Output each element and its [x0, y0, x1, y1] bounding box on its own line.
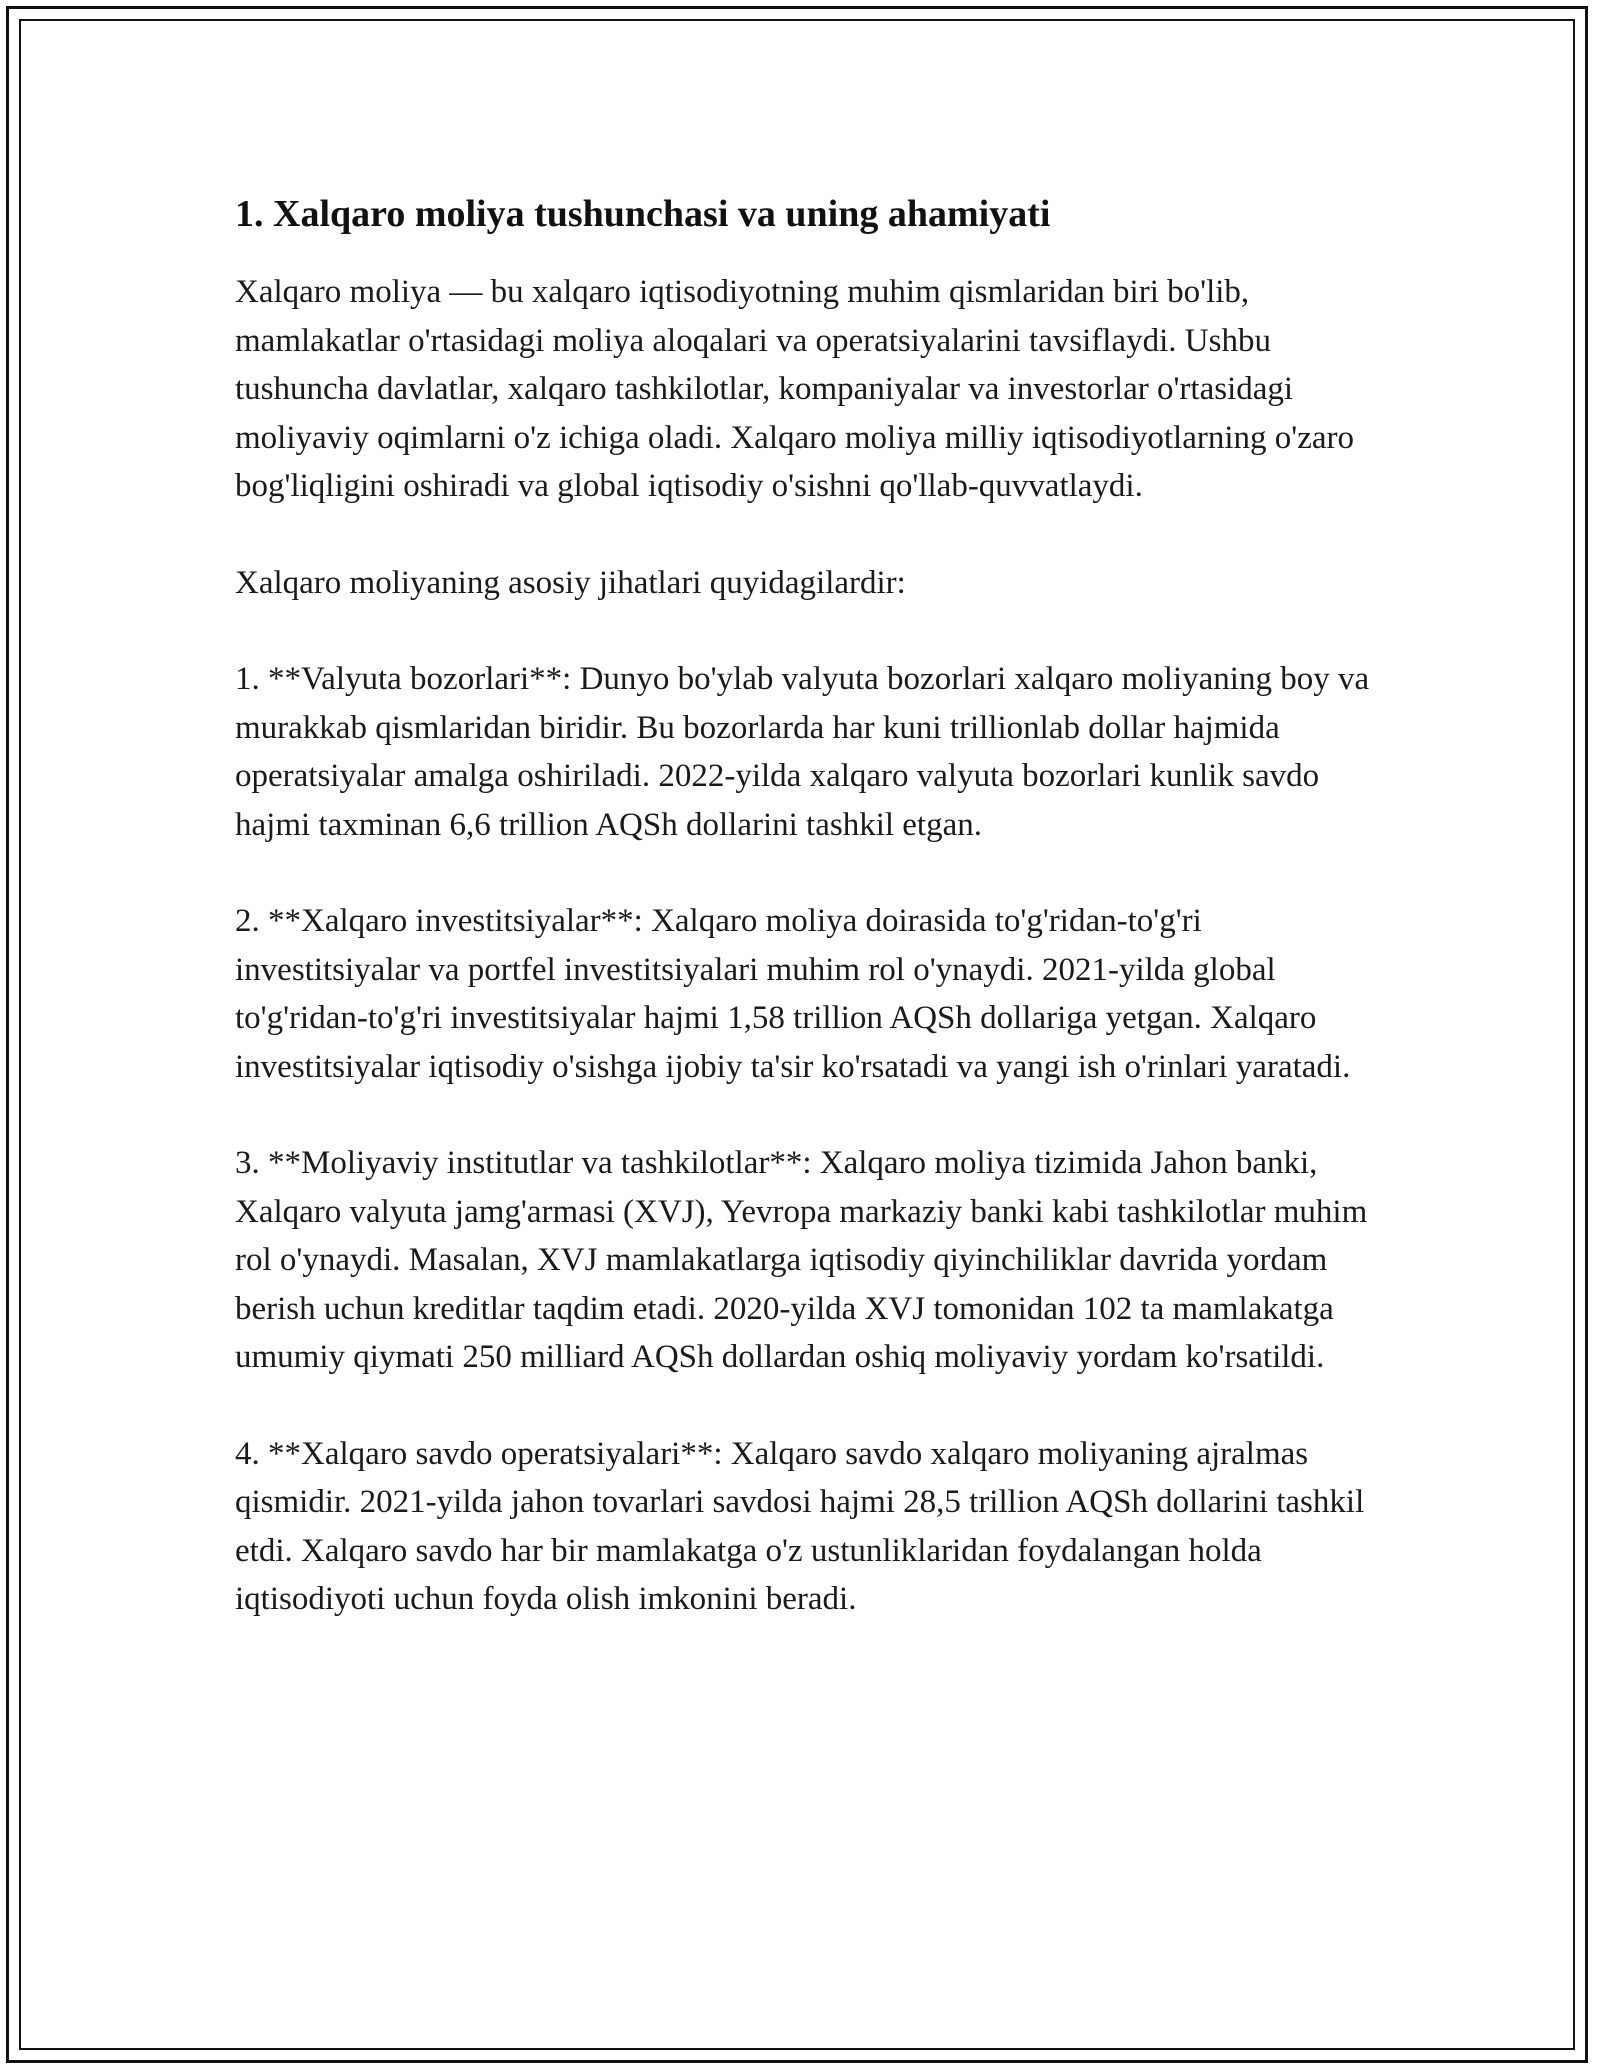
section-title: 1. Xalqaro moliya tushunchasi va uning ahamiyati: [235, 193, 1051, 235]
document-body: [235, 188, 1370, 1672]
list-lead-paragraph: Xalqaro moliyaning asosiy jihatlari quyidagilardir:: [235, 564, 906, 601]
list-item-institutions: 3. **Moliyaviy institutlar va tashkilotlar**: Xalqaro moliya tizimida Jahon banki, Xalqaro valyuta jamg'armasi (XVJ), Yevropa markaziy banki kabi tashkilotlar muhim rol o'ynaydi. Masalan, XVJ mamlakatlarga iqtisodiy qiyinchiliklar davrida yordam berish uchun kreditlar taqdim etadi. 2020-yilda XVJ tomonidan 102 ta mamlakatga umumiy qiymati 250 milliard AQSh dollardan oshiq moliyaviy yordam ko'rsatildi.: [235, 1145, 1368, 1375]
list-item-currency-markets: 1. **Valyuta bozorlari**: Dunyo bo'ylab valyuta bozorlari xalqaro moliyaning boy va murakkab qismlaridan biridir. Bu bozorlarda har kuni trillionlab dollar hajmida operatsiyalar amalga oshiriladi. 2022-yilda xalqaro valyuta bozorlari kunlik savdo hajmi taxminan 6,6 trillion AQSh dollarini tashkil etgan.: [235, 661, 1370, 843]
intro-paragraph: Xalqaro moliya — bu xalqaro iqtisodiyotning muhim qismlaridan biri bo'lib, mamlakatlar o'rtasidagi moliya aloqalari va operatsiyalarini tavsiflaydi. Ushbu tushuncha davlatlar, xalqaro tashkilotlar, kompaniyalar va investorlar o'rtasidagi moliyaviy oqimlarni o'z ichiga oladi. Xalqaro moliya milliy iqtisodiyotlarning o'zaro bog'liqligini oshiradi va global iqtisodiy o'sishni qo'llab-quvvatlaydi.: [235, 274, 1355, 504]
list-item-trade: 4. **Xalqaro savdo operatsiyalari**: Xalqaro savdo xalqaro moliyaning ajralmas qismidir. 2021-yilda jahon tovarlari savdosi hajmi 28,5 trillion AQSh dollarini tashkil etdi. Xalqaro savdo har bir mamlakatga o'z ustunliklaridan foydalangan holda iqtisodiyoti uchun foyda olish imkonini beradi.: [235, 1435, 1365, 1617]
list-item-investments: 2. **Xalqaro investitsiyalar**: Xalqaro moliya doirasida to'g'ridan-to'g'ri investitsiyalar va portfel investitsiyalari muhim rol o'ynaydi. 2021-yilda global to'g'ridan-to'g'ri investitsiyalar hajmi 1,58 trillion AQSh dollariga yetgan. Xalqaro investitsiyalar iqtisodiy o'sishga ijobiy ta'sir ko'rsatadi va yangi ish o'rinlari yaratadi.: [235, 903, 1351, 1085]
